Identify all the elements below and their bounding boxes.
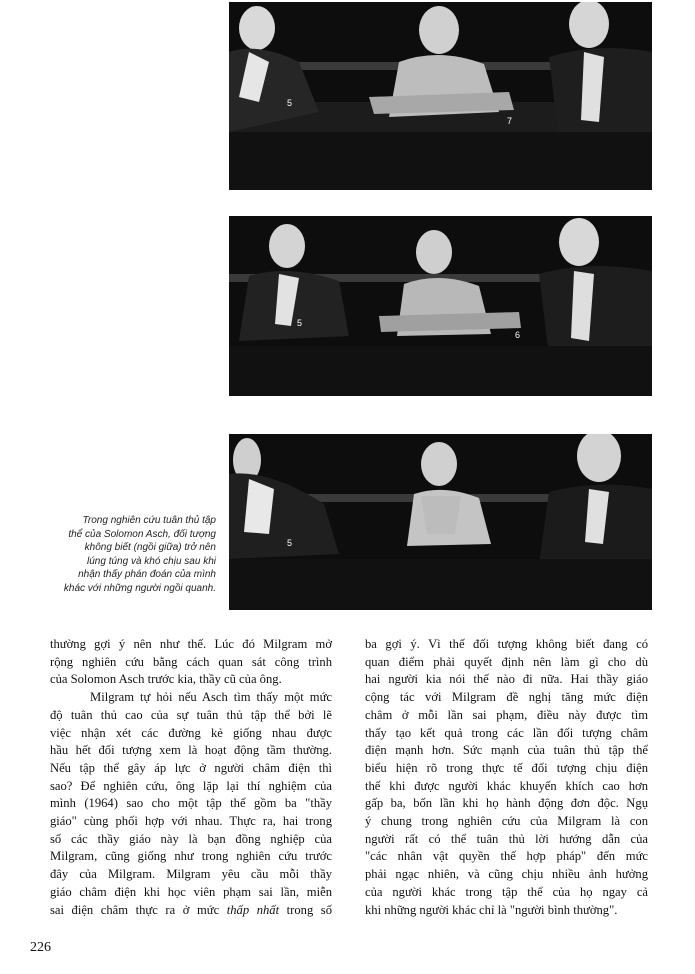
text-line: thấy tạo kết quả trong các lần đối tượng châm xyxy=(365,725,648,740)
seat-label-5: 5 xyxy=(287,98,293,108)
text-line: thế khi được người khác khuyến khích cao hơn xyxy=(365,778,648,793)
emphasis-text: thấp nhất xyxy=(226,902,280,917)
photo-3-illustration xyxy=(229,434,652,610)
text-line: "các nhân vật quyền thế hợp pháp" đến mức xyxy=(365,849,648,864)
text-line: độ tuân thủ cao của sự tuân thủ tập thể bởi lẽ xyxy=(50,707,332,722)
caption-line: nhận thấy phán đoán của mình xyxy=(78,569,216,580)
text-line: ba gợi ý. Vì thế đối tượng không biết đang có xyxy=(365,637,648,651)
asch-experiment-photo-3 xyxy=(229,434,652,610)
text-line: hai người kia nói thế nào đi nữa. Hai thầy giáo xyxy=(365,672,648,687)
text-line: đây của Milgram. Milgram yêu cầu mỗi thầy xyxy=(50,867,332,882)
seat-label-7: 7 xyxy=(507,116,513,126)
text-line: việc nhận xét các đường kẻ giống nhau được xyxy=(50,725,332,740)
text-line: sao? Để nghiên cứu, ông lặp lại thí nghiệm của xyxy=(50,778,332,793)
caption-line: lúng túng và khó chịu sau khi xyxy=(87,555,216,567)
text-line: điện mạnh hơn. Sức mạnh của tuân thủ tập thể xyxy=(365,743,648,758)
text-line: cộng tác với Milgram đề nghị tăng mức điện xyxy=(365,690,648,705)
text-fragment: sai điện châm thực ra ở mức xyxy=(50,902,227,917)
photo-caption xyxy=(14,514,216,595)
text-line: của Solomon Asch trước kia, thầy cũ của ông. xyxy=(50,672,282,687)
asch-experiment-photo-1 xyxy=(229,2,652,190)
text-line: Nếu tập thể gây áp lực ở người châm điện thì xyxy=(50,760,332,775)
text-line: ý chung trong nghiên cứu của Milgram là con xyxy=(365,814,648,829)
text-line: gấp ba, bốn lần khi họ hành động đơn độc. Ngụ xyxy=(365,796,648,811)
text-line-emphasis xyxy=(50,902,332,920)
text-line: người rất có thể tuân thủ lời hướng dẫn của xyxy=(365,831,648,846)
seat-label-6: 6 xyxy=(515,330,521,340)
text-line: mình (1964) sao cho một tập thể gồm ba "thầy xyxy=(50,796,332,811)
text-line: châm ở mỗi lần sai phạm, điều này được tìm xyxy=(365,707,648,722)
body-right-column xyxy=(365,636,648,919)
text-line: số các thầy giáo này là bạn đồng nghiệp của xyxy=(50,831,332,846)
text-line: của người khác trong tập thể của họ ngay cả xyxy=(365,884,648,899)
seat-label-5: 5 xyxy=(287,538,293,548)
text-line: khi những người khác chỉ là "người bình thường". xyxy=(365,902,618,917)
photo-2-illustration xyxy=(229,216,652,396)
seat-label-5: 5 xyxy=(297,318,303,328)
text-line: quan điểm phải quyết định nên làm gì cho dù xyxy=(365,654,648,669)
text-line: giáo" cùng phối hợp với nhau. Thực ra, hai trong xyxy=(50,814,332,829)
text-line: phải ngạc nhiên, và cũng chịu nhiều ảnh hưởng xyxy=(365,867,648,882)
text-line: Milgram tự hỏi nếu Asch tìm thấy một mức xyxy=(90,690,332,705)
text-line: thường gợi ý nên như thế. Lúc đó Milgram mở xyxy=(50,637,332,651)
page-number: 226 xyxy=(30,940,51,955)
photo-1-illustration xyxy=(229,2,652,190)
asch-experiment-photo-2 xyxy=(229,216,652,396)
text-line: Milgram, cũng giống như trong nghiên cứu trước xyxy=(50,849,332,864)
text-line: hầu hết đối tượng xem là hoạt động tầm thường. xyxy=(50,743,332,758)
caption-line: thể của Solomon Asch, đối tượng xyxy=(68,528,216,540)
text-line: giáo châm điện khi học viên phạm sai lần, miễn xyxy=(50,884,332,899)
body-left-column xyxy=(50,636,332,919)
text-line: rộng nghiên cứu bằng cách quan sát công trình xyxy=(50,654,332,669)
text-fragment: trong số xyxy=(279,902,332,917)
text-line: biểu hiện rõ trong thực tế đối tượng chịu điện xyxy=(365,760,648,775)
caption-line: khác với những người ngồi quanh. xyxy=(63,582,216,594)
caption-line: không biết (ngồi giữa) trở nên xyxy=(84,542,216,553)
caption-line: Trong nghiên cứu tuân thủ tập xyxy=(82,515,216,526)
